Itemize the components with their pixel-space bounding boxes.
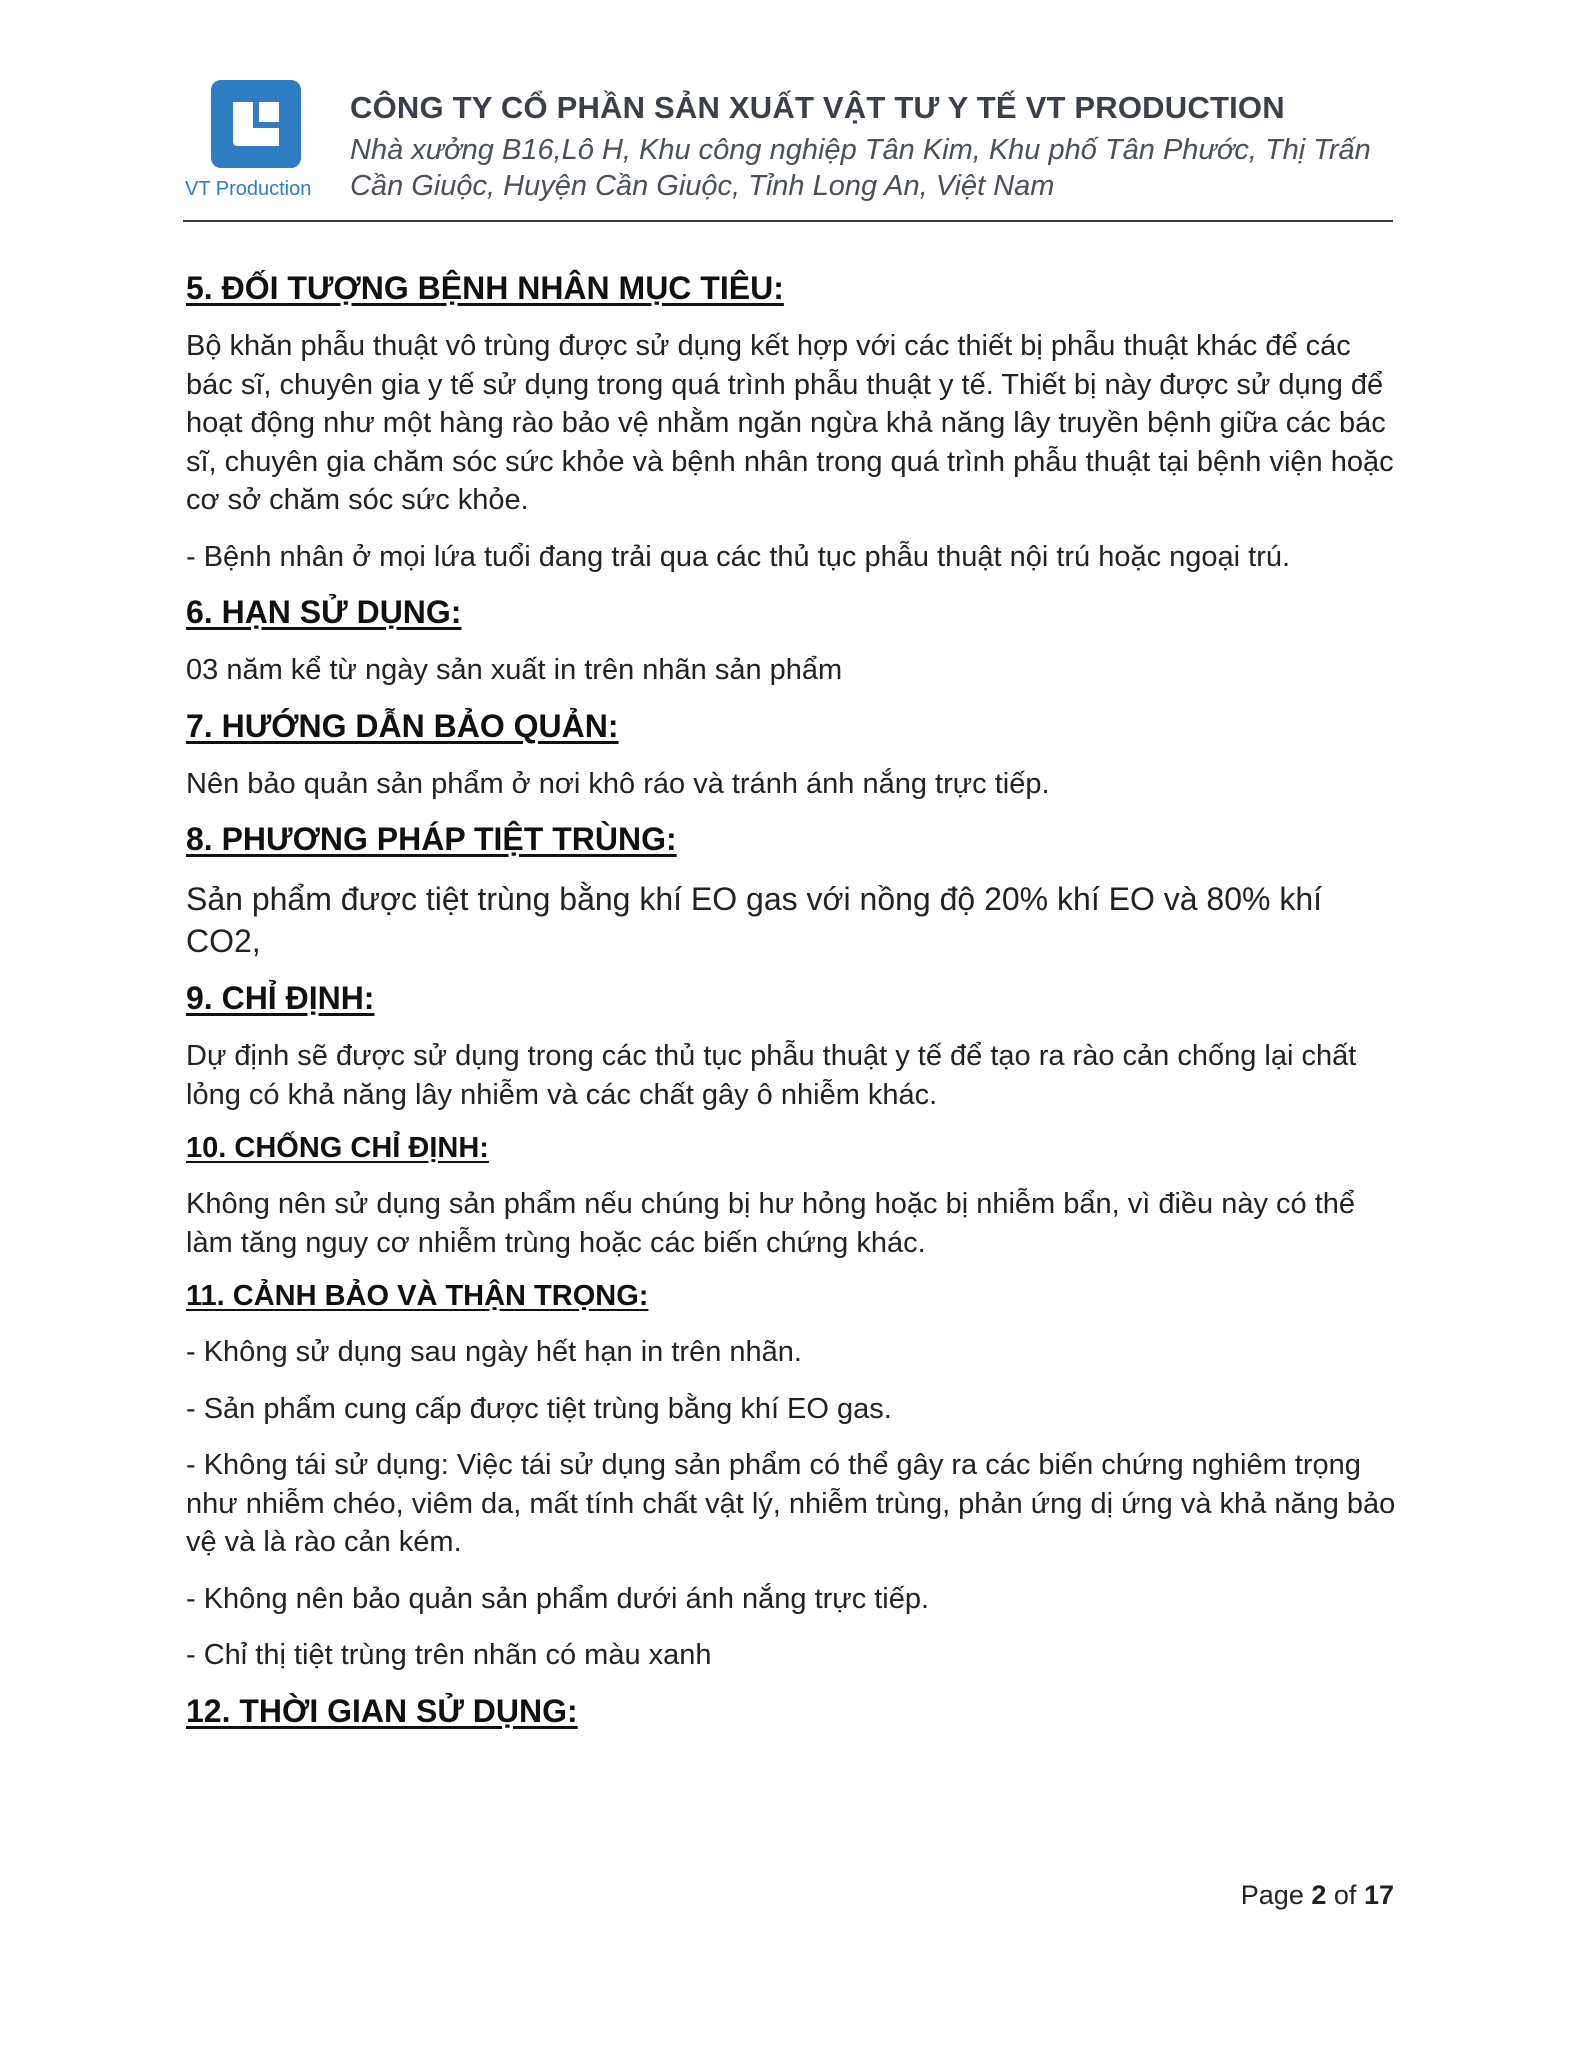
section-11-item: - Không sử dụng sau ngày hết hạn in trên nhãn. bbox=[186, 1336, 802, 1368]
section-5-bullet: - Bệnh nhân ở mọi lứa tuổi đang trải qua các thủ tục phẫu thuật nội trú hoặc ngoại trú. bbox=[186, 540, 1291, 573]
section-5-paragraph: Bộ khăn phẫu thuật vô trùng được sử dụng kết hợp với các thiết bị phẫu thuật khác để các bác sĩ, chuyên gia y tế sử dụng trong quá trình phẫu thuật y tế. Thiết bị này được sử dụng để hoạt động như một hàng rào bảo vệ nhằm ngăn ngừa khả năng lây truyền bệnh giữa các bác sĩ, chuyên gia chăm sóc sức khỏe và bệnh nhân trong quá trình phẫu thuật tại bệnh viện hoặc cơ sở chăm sóc sức khỏe. bbox=[186, 330, 1394, 516]
section-12-title: 12. THỜI GIAN SỬ DỤNG: bbox=[186, 1692, 578, 1729]
section-9-title: 9. CHỈ ĐỊNH: bbox=[186, 980, 375, 1016]
letterhead bbox=[183, 78, 1393, 223]
section-10-title: 10. CHỐNG CHỈ ĐỊNH: bbox=[186, 1132, 489, 1164]
section-9-paragraph: Dự định sẽ được sử dụng trong các thủ tục phẫu thuật y tế để tạo ra rào cản chống lại chất lỏng có khả năng lây nhiễm và các chất gây ô nhiễm khác. bbox=[186, 1040, 1357, 1111]
document-body bbox=[186, 270, 1396, 1750]
vt-logo-icon bbox=[211, 80, 301, 168]
section-10-paragraph: Không nên sử dụng sản phẩm nếu chúng bị hư hỏng hoặc bị nhiễm bẩn, vì điều này có thể làm tăng nguy cơ nhiễm trùng hoặc các biến chứng khác. bbox=[186, 1188, 1356, 1259]
company-name: CÔNG TY CỔ PHẦN SẢN XUẤT VẬT TƯ Y TẾ VT PRODUCTION bbox=[350, 90, 1285, 125]
header-divider bbox=[183, 220, 1393, 222]
section-11-item: - Sản phẩm cung cấp được tiệt trùng bằng khí EO gas. bbox=[186, 1392, 892, 1425]
company-info bbox=[350, 90, 1380, 204]
company-logo bbox=[183, 78, 328, 203]
section-11-title: 11. CẢNH BẢO VÀ THẬN TRỌNG: bbox=[186, 1280, 649, 1312]
section-11-item: - Không tái sử dụng: Việc tái sử dụng sản phẩm có thể gây ra các biến chứng nghiêm trọng như nhiễm chéo, viêm da, mất tính chất vật lý, nhiễm trùng, phản ứng dị ứng và khả năng bảo vệ và là rào cản kém. bbox=[186, 1449, 1396, 1558]
section-8-title: 8. PHƯƠNG PHÁP TIỆT TRÙNG: bbox=[186, 821, 677, 857]
current-page-number: 2 bbox=[1311, 1880, 1327, 1910]
section-11-item: - Không nên bảo quản sản phẩm dưới ánh nắng trực tiếp. bbox=[186, 1582, 930, 1615]
page-label: Page bbox=[1240, 1880, 1304, 1910]
of-label: of bbox=[1333, 1880, 1357, 1910]
section-6-paragraph: 03 năm kể từ ngày sản xuất in trên nhãn sản phẩm bbox=[186, 654, 843, 686]
page-footer bbox=[1241, 1880, 1394, 1911]
logo-text: VT Production bbox=[185, 178, 312, 200]
section-6-title: 6. HẠN SỬ DỤNG: bbox=[186, 594, 462, 630]
total-pages-number: 17 bbox=[1363, 1880, 1394, 1910]
section-7-paragraph: Nên bảo quản sản phẩm ở nơi khô ráo và tránh ánh nắng trực tiếp. bbox=[186, 767, 1050, 800]
section-8-paragraph: Sản phẩm được tiệt trùng bằng khí EO gas với nồng độ 20% khí EO và 80% khí CO2, bbox=[186, 881, 1323, 959]
section-7-title: 7. HƯỚNG DẪN BẢO QUẢN: bbox=[186, 707, 619, 744]
company-address: Nhà xưởng B16,Lô H, Khu công nghiệp Tân Kim, Khu phố Tân Phước, Thị Trấn Cần Giuộc, Huyện Cần Giuộc, Tỉnh Long An, Việt Nam bbox=[350, 134, 1371, 202]
section-5-title: 5. ĐỐI TƯỢNG BỆNH NHÂN MỤC TIÊU: bbox=[186, 270, 784, 306]
section-11-item: - Chỉ thị tiệt trùng trên nhãn có màu xanh bbox=[186, 1639, 712, 1671]
